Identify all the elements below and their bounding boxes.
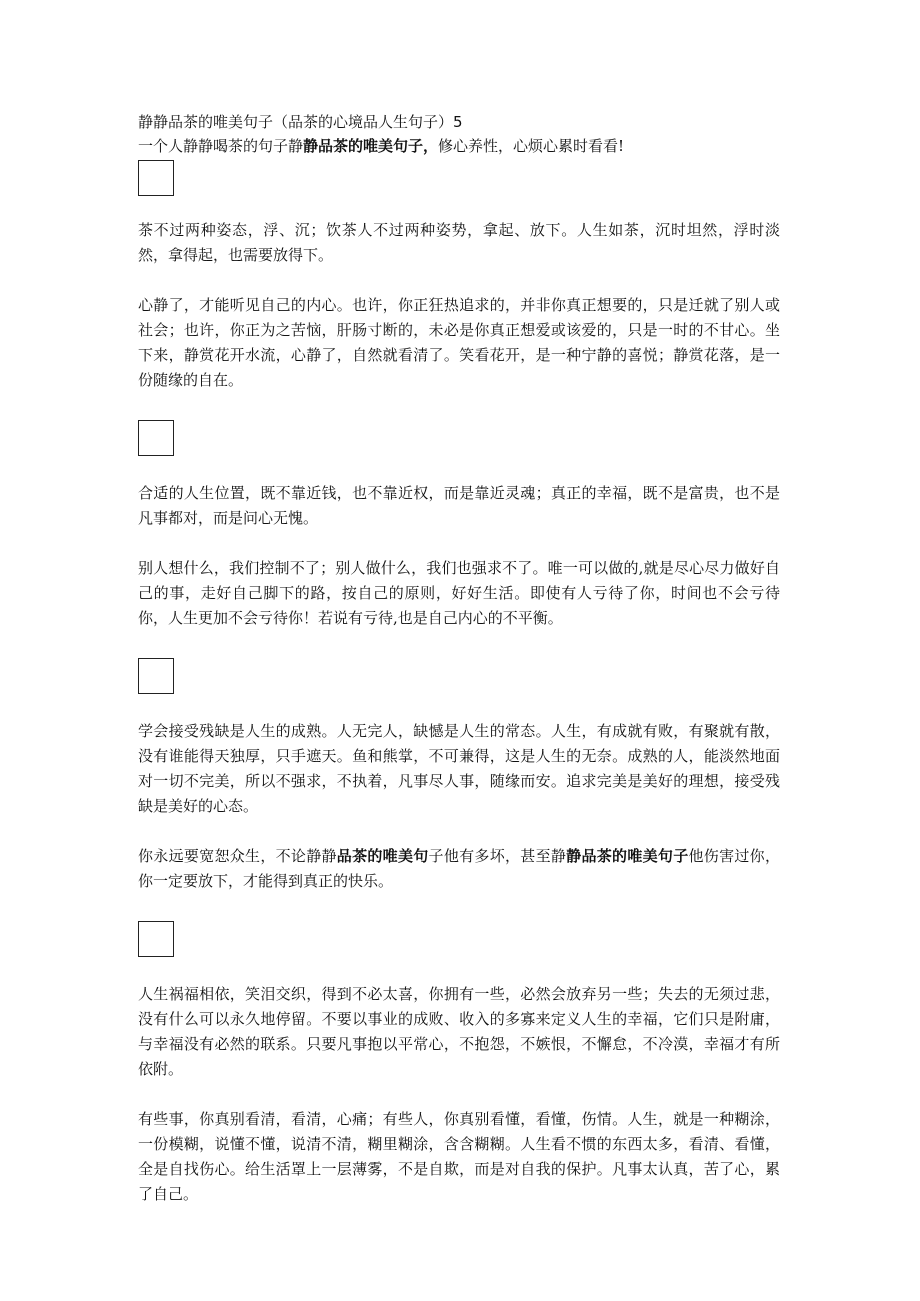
paragraph-2: 心静了，才能听见自己的内心。也许，你正狂热追求的，并非你真正想要的，只是迁就了别人或社会；也许，你正为之苦恼，肝肠寸断的，未必是你真正想爱或该爱的，只是一时的不甘心。坐下来，静赏花开水流，心静了，自然就看清了。笑看花开，是一种宁静的喜悦；静赏花落，是一份随缘的自在。 bbox=[138, 296, 780, 389]
document-page bbox=[138, 110, 780, 1207]
subtitle-bold-text: 静品茶的唯美句子， bbox=[303, 137, 439, 155]
document-subtitle bbox=[138, 134, 780, 158]
subtitle-text: 一个人静静喝茶的句子静 bbox=[138, 137, 304, 155]
paragraph-4: 别人想什么，我们控制不了；别人做什么，我们也强求不了。唯一可以做的,就是尽心尽力做好自己的事，走好自己脚下的路，按自己的原则，好好生活。即使有人亏待了你，时间也不会亏待你，人生更加不会亏待你！若说有亏待,也是自己内心的不平衡。 bbox=[138, 559, 780, 627]
image-placeholder-3 bbox=[138, 658, 174, 694]
paragraph-6-text-a: 你永远要宽恕众生，不论静静 bbox=[138, 847, 337, 865]
paragraph-6-text-b: 子他有多坏，甚至静 bbox=[428, 847, 567, 865]
document-title: 静静品茶的唯美句子（品茶的心境品人生句子）5 bbox=[138, 113, 463, 131]
image-placeholder-4 bbox=[138, 921, 174, 957]
paragraph-3: 合适的人生位置，既不靠近钱，也不靠近权，而是靠近灵魂；真正的幸福，既不是富贵，也不是凡事都对，而是问心无愧。 bbox=[138, 484, 780, 527]
paragraph-6-bold-b: 静品茶的唯美句子 bbox=[566, 847, 689, 865]
paragraph-8: 有些事，你真别看清，看清，心痛；有些人，你真别看懂，看懂，伤情。人生，就是一种糊涂，一份模糊，说懂不懂，说清不清，糊里糊涂，含含糊糊。人生看不惯的东西太多，看清、看懂，全是自找伤心。给生活罩上一层薄雾，不是自欺，而是对自我的保护。凡事太认真，苦了心，累了自己。 bbox=[138, 1110, 780, 1203]
paragraph-5: 学会接受残缺是人生的成熟。人无完人，缺憾是人生的常态。人生，有成就有败，有聚就有散，没有谁能得天独厚，只手遮天。鱼和熊掌，不可兼得，这是人生的无奈。成熟的人，能淡然地面对一切不完美，所以不强求，不执着，凡事尽人事，随缘而安。追求完美是美好的理想，接受残缺是美好的心态。 bbox=[138, 722, 780, 815]
image-placeholder-2 bbox=[138, 420, 174, 456]
paragraph-6-bold-a: 品茶的唯美句 bbox=[336, 847, 429, 865]
paragraph-1: 茶不过两种姿态，浮、沉；饮茶人不过两种姿势，拿起、放下。人生如茶，沉时坦然，浮时淡然，拿得起，也需要放得下。 bbox=[138, 221, 780, 264]
subtitle-tail-text: 修心养性，心烦心累时看看! bbox=[438, 137, 625, 155]
paragraph-7: 人生祸福相依，笑泪交织，得到不必太喜，你拥有一些，必然会放弃另一些；失去的无须过悲，没有什么可以永久地停留。不要以事业的成败、收入的多寡来定义人生的幸福，它们只是附庸，与幸福没有必然的联系。只要凡事抱以平常心，不抱怨，不嫉恨，不懈怠，不冷漠，幸福才有所依附。 bbox=[138, 985, 780, 1078]
paragraph-6-text-c: 他伤害过你，你一定要放下，才能得到真正的快乐。 bbox=[138, 847, 780, 890]
image-placeholder-1 bbox=[138, 160, 174, 196]
paragraph-6 bbox=[138, 844, 780, 894]
